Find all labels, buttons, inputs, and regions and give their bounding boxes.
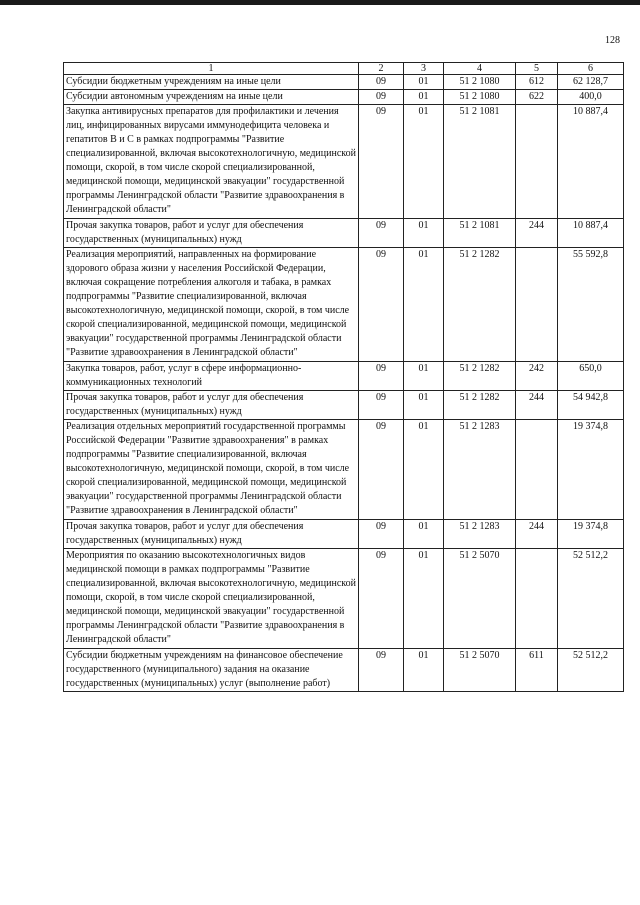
table-row <box>64 248 624 362</box>
row-name: Субсидии бюджетным учреждениям на финансовое обеспечение государственного (муниципального) задания на оказание государственных (муниципальных) услуг (выполнение работ) <box>64 649 359 692</box>
row-name: Реализация отдельных мероприятий государственной программы Российской Федерации "Развитие здравоохранения" в рамках подпрограммы "Развитие специализированной, включая высокотехнологичную, медицинской помощи, скорой, в том числе скорой специализированной, медицинской помощи, медицинской эвакуации" государственной программы Ленинградской области "Развитие здравоохранения в Ленинградской области" <box>64 420 359 520</box>
row-target-code: 51 2 1081 <box>444 219 516 248</box>
row-subsection: 01 <box>404 549 444 649</box>
scan-top-edge <box>0 0 640 5</box>
row-target-code: 51 2 1283 <box>444 520 516 549</box>
table-header-row <box>64 63 624 75</box>
row-amount: 19 374,8 <box>558 420 624 520</box>
row-expense-type <box>516 420 558 520</box>
row-amount: 400,0 <box>558 90 624 105</box>
row-expense-type <box>516 549 558 649</box>
row-amount: 52 512,2 <box>558 649 624 692</box>
row-expense-type: 611 <box>516 649 558 692</box>
row-amount: 62 128,7 <box>558 75 624 90</box>
row-expense-type: 244 <box>516 391 558 420</box>
row-target-code: 51 2 5070 <box>444 549 516 649</box>
row-section: 09 <box>359 420 404 520</box>
page-number: 128 <box>605 35 620 46</box>
row-expense-type: 612 <box>516 75 558 90</box>
table-row <box>64 520 624 549</box>
row-target-code: 51 2 1282 <box>444 362 516 391</box>
table-row <box>64 549 624 649</box>
row-section: 09 <box>359 90 404 105</box>
header-col-6: 6 <box>558 63 624 75</box>
table-row <box>64 391 624 420</box>
header-col-2: 2 <box>359 63 404 75</box>
row-expense-type: 622 <box>516 90 558 105</box>
row-subsection: 01 <box>404 248 444 362</box>
row-expense-type <box>516 248 558 362</box>
row-target-code: 51 2 1282 <box>444 248 516 362</box>
row-name: Прочая закупка товаров, работ и услуг для обеспечения государственных (муниципальных) нужд <box>64 520 359 549</box>
row-target-code: 51 2 1080 <box>444 90 516 105</box>
row-section: 09 <box>359 362 404 391</box>
header-col-5: 5 <box>516 63 558 75</box>
row-section: 09 <box>359 391 404 420</box>
row-expense-type: 244 <box>516 520 558 549</box>
table-row <box>64 362 624 391</box>
row-section: 09 <box>359 219 404 248</box>
row-section: 09 <box>359 75 404 90</box>
row-name: Мероприятия по оказанию высокотехнологичных видов медицинской помощи в рамках подпрограммы "Развитие специализированной, включая высокотехнологичную, медицинской помощи, скорой, в том числе скорой специализированной, медицинской помощи, медицинской эвакуации" государственной программы Ленинградской области "Развитие здравоохранения в Ленинградской области" <box>64 549 359 649</box>
table-row <box>64 75 624 90</box>
header-col-4: 4 <box>444 63 516 75</box>
row-target-code: 51 2 5070 <box>444 649 516 692</box>
header-col-3: 3 <box>404 63 444 75</box>
row-amount: 55 592,8 <box>558 248 624 362</box>
row-amount: 54 942,8 <box>558 391 624 420</box>
table-row <box>64 90 624 105</box>
row-section: 09 <box>359 520 404 549</box>
row-name: Прочая закупка товаров, работ и услуг для обеспечения государственных (муниципальных) нужд <box>64 391 359 420</box>
row-subsection: 01 <box>404 391 444 420</box>
row-amount: 19 374,8 <box>558 520 624 549</box>
row-expense-type: 242 <box>516 362 558 391</box>
row-amount: 10 887,4 <box>558 219 624 248</box>
row-subsection: 01 <box>404 362 444 391</box>
row-name: Прочая закупка товаров, работ и услуг для обеспечения государственных (муниципальных) нужд <box>64 219 359 248</box>
row-section: 09 <box>359 248 404 362</box>
row-subsection: 01 <box>404 219 444 248</box>
row-expense-type: 244 <box>516 219 558 248</box>
row-target-code: 51 2 1081 <box>444 105 516 219</box>
row-target-code: 51 2 1283 <box>444 420 516 520</box>
row-name: Закупка товаров, работ, услуг в сфере информационно-коммуникационных технологий <box>64 362 359 391</box>
table-row <box>64 219 624 248</box>
row-name: Реализация мероприятий, направленных на формирование здорового образа жизни у населения Российской Федерации, включая сокращение потребления алкоголя и табака, в рамках подпрограммы "Развитие специализированной, включая высокотехнологичную, медицинской помощи, скорой, в том числе скорой специализированной, медицинской помощи, медицинской эвакуации" государственной программы Ленинградской области "Развитие здравоохранения в Ленинградской области" <box>64 248 359 362</box>
row-expense-type <box>516 105 558 219</box>
row-amount: 52 512,2 <box>558 549 624 649</box>
row-amount: 10 887,4 <box>558 105 624 219</box>
row-subsection: 01 <box>404 75 444 90</box>
row-amount: 650,0 <box>558 362 624 391</box>
row-name: Закупка антивирусных препаратов для профилактики и лечения лиц, инфицированных вирусами иммунодефицита человека и гепатитов В и С в рамках подпрограммы "Развитие специализированной, включая высокотехнологичную, медицинской помощи, скорой, в том числе скорой специализированной, медицинской помощи, медицинской эвакуации" государственной программы Ленинградской области "Развитие здравоохранения в Ленинградской области" <box>64 105 359 219</box>
row-subsection: 01 <box>404 649 444 692</box>
table-row <box>64 649 624 692</box>
row-target-code: 51 2 1282 <box>444 391 516 420</box>
row-name: Субсидии автономным учреждениям на иные цели <box>64 90 359 105</box>
table-row <box>64 420 624 520</box>
header-col-1: 1 <box>64 63 359 75</box>
row-name: Субсидии бюджетным учреждениям на иные цели <box>64 75 359 90</box>
row-section: 09 <box>359 549 404 649</box>
row-subsection: 01 <box>404 90 444 105</box>
row-subsection: 01 <box>404 520 444 549</box>
row-subsection: 01 <box>404 420 444 520</box>
row-subsection: 01 <box>404 105 444 219</box>
row-target-code: 51 2 1080 <box>444 75 516 90</box>
budget-table <box>63 62 624 692</box>
table-row <box>64 105 624 219</box>
row-section: 09 <box>359 649 404 692</box>
row-section: 09 <box>359 105 404 219</box>
